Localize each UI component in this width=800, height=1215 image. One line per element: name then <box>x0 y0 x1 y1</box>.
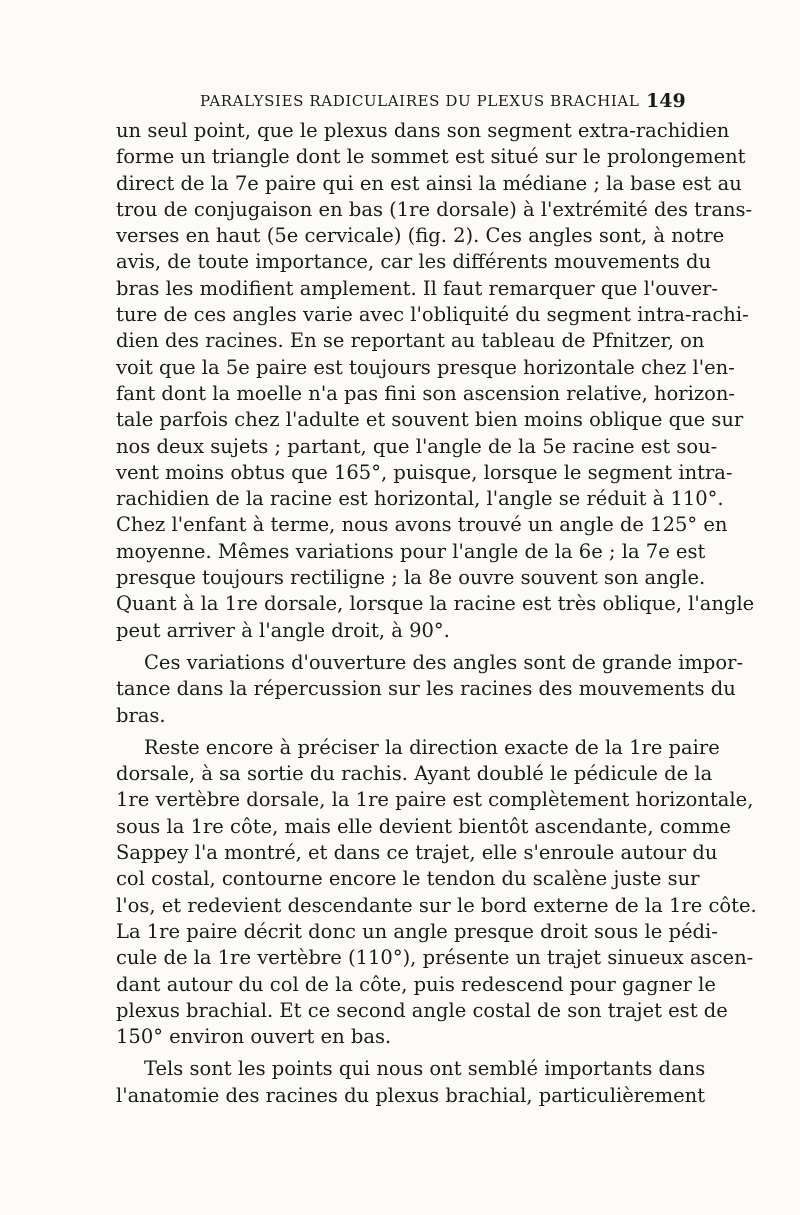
text-line: un seul point, que le plexus dans son segment extra-rachidien <box>116 119 730 142</box>
text-line: l'os, et redevient descendante sur le bord externe de la 1re côte. <box>116 893 757 917</box>
text-line: dant autour du col de la côte, puis redescend pour gagner le <box>116 972 716 996</box>
text-line: avis, de toute importance, car les différents mouvements du <box>116 250 712 274</box>
text-line: ture de ces angles varie avec l'obliquité du segment intra-rachi- <box>116 303 749 327</box>
text-line: rachidien de la racine est horizontal, l'angle se réduit à 110°. <box>116 487 724 511</box>
text-line: Quant à la 1re dorsale, lorsque la racine est très oblique, l'angle <box>116 592 755 616</box>
text-line: Ces variations d'ouverture des angles sont de grande impor- <box>144 650 744 674</box>
text-line: forme un triangle dont le sommet est situé sur le prolongement <box>116 145 746 169</box>
text-line: trou de conjugaison en bas (1re dorsale) à l'extrémité des trans- <box>116 197 753 221</box>
text-line: voit que la 5e paire est toujours presque horizontale chez l'en- <box>116 355 735 379</box>
paragraph <box>116 650 744 729</box>
text-line: verses en haut (5e cervicale) (fig. 2). Ces angles sont, à notre <box>116 224 725 248</box>
text-line: dien des racines. En se reportant au tableau de Pfnitzer, on <box>116 329 705 353</box>
text-line: Reste encore à préciser la direction exacte de la 1re paire <box>144 735 720 759</box>
text-line: moyenne. Mêmes variations pour l'angle de la 6e ; la 7e est <box>116 539 706 563</box>
text-line: bras. <box>116 703 166 727</box>
text-line: dorsale, à sa sortie du rachis. Ayant doublé le pédicule de la <box>116 762 713 786</box>
text-line: 1re vertèbre dorsale, la 1re paire est complètement horizontale, <box>116 788 754 812</box>
text-line: tance dans la répercussion sur les racines des mouvements du <box>116 677 736 701</box>
body-text <box>116 118 757 1109</box>
text-line: plexus brachial. Et ce second angle costal de son trajet est de <box>116 998 728 1022</box>
text-line: vent moins obtus que 165°, puisque, lorsque le segment intra- <box>116 460 733 484</box>
text-line: sous la 1re côte, mais elle devient bientôt ascendante, comme <box>116 814 731 838</box>
text-line: l'anatomie des racines du plexus brachial, particulièrement <box>116 1083 706 1107</box>
text-line: direct de la 7e paire qui en est ainsi la médiane ; la base est au <box>116 171 742 195</box>
text-line: presque toujours rectiligne ; la 8e ouvre souvent son angle. <box>116 566 706 590</box>
text-line: col costal, contourne encore le tendon du scalène juste sur <box>116 867 700 891</box>
text-line: tale parfois chez l'adulte et souvent bien moins oblique que sur <box>116 408 744 432</box>
page-number: 149 <box>646 90 686 112</box>
text-line: La 1re paire décrit donc un angle presque droit sous le pédi- <box>116 919 718 943</box>
paragraph <box>116 1056 706 1109</box>
text-line: bras les modifient amplement. Il faut remarquer que l'ouver- <box>116 276 719 300</box>
text-line: fant dont la moelle n'a pas fini son ascension relative, horizon- <box>116 381 736 405</box>
text-line: Tels sont les points qui nous ont semblé importants dans <box>144 1057 706 1081</box>
text-line: 150° environ ouvert en bas. <box>116 1025 392 1049</box>
paragraph <box>116 118 755 644</box>
paragraph <box>116 735 757 1051</box>
text-line: nos deux sujets ; partant, que l'angle de la 5e racine est sou- <box>116 434 718 458</box>
text-line: Chez l'enfant à terme, nous avons trouvé un angle de 125° en <box>116 513 728 537</box>
running-title: PARALYSIES RADICULAIRES DU PLEXUS BRACHIAL <box>200 92 640 110</box>
text-line: peut arriver à l'angle droit, à 90°. <box>116 618 450 642</box>
text-line: Sappey l'a montré, et dans ce trajet, elle s'enroule autour du <box>116 841 718 865</box>
text-line: cule de la 1re vertèbre (110°), présente un trajet sinueux ascen- <box>116 946 754 970</box>
